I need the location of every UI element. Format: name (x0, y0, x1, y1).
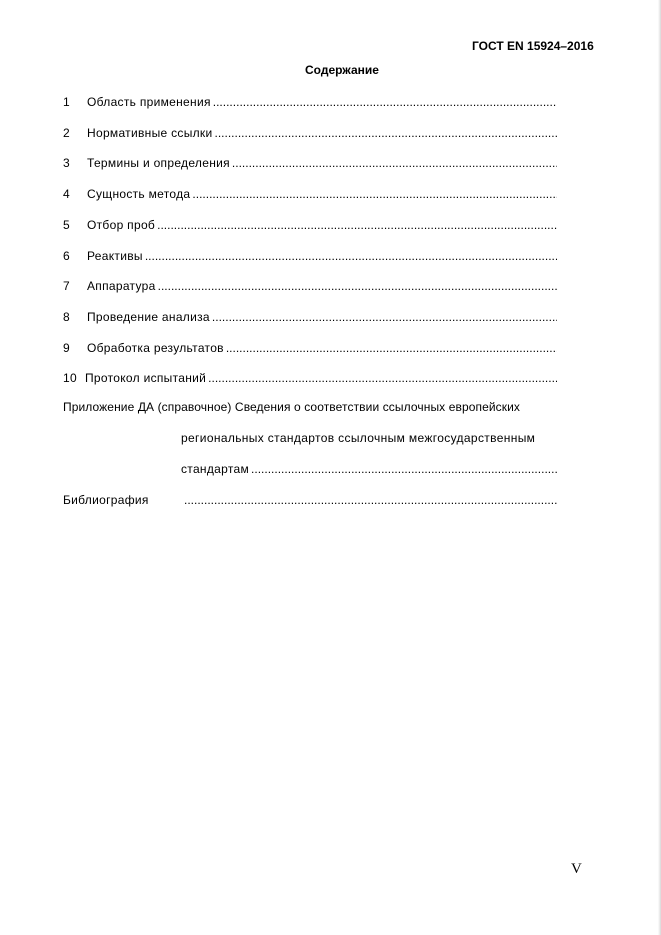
toc-item-reagents[interactable] (63, 247, 557, 263)
toc-annex-title-continued: региональных стандартов ссылочным межгосударственным (181, 431, 536, 445)
toc-item-scope[interactable] (63, 93, 557, 109)
toc-item-apparatus[interactable] (63, 277, 557, 293)
toc-title: Содержание (305, 63, 379, 77)
toc-item-terms[interactable] (63, 154, 557, 170)
toc-annex-title[interactable]: Приложение ДА (справочное) Сведения о соответствии ссылочных европейских (63, 400, 521, 414)
toc-item-number: 5 (63, 218, 70, 232)
toc-item-number: 1 (63, 95, 70, 109)
dot-leader (212, 310, 557, 324)
toc-item-number: 8 (63, 310, 70, 324)
dot-leader (184, 493, 557, 507)
toc-annex-last-line[interactable] (181, 460, 557, 476)
dot-leader (213, 95, 557, 109)
dot-leader (226, 341, 557, 355)
page-number: V (571, 861, 582, 877)
dot-leader (145, 249, 557, 263)
toc-item-procedure[interactable] (63, 308, 557, 324)
toc-item-label: Библиография (63, 493, 149, 507)
toc-item-label: Протокол испытаний (85, 371, 207, 385)
toc-item-results[interactable] (63, 339, 557, 355)
toc-item-label: Проведение анализа (87, 310, 210, 324)
dot-leader (251, 462, 557, 476)
toc-item-label: Аппаратура (87, 279, 156, 293)
dot-leader (157, 218, 557, 232)
toc-item-label: стандартам (181, 462, 250, 476)
toc-item-label: Отбор проб (87, 218, 156, 232)
toc-item-sampling[interactable] (63, 216, 557, 232)
toc-item-number: 2 (63, 126, 70, 140)
toc-item-number: 7 (63, 279, 70, 293)
toc-item-number: 10 (63, 371, 77, 385)
toc-item-number: 4 (63, 187, 70, 201)
dot-leader (208, 371, 557, 385)
toc-item-number: 3 (63, 156, 70, 170)
dot-leader (192, 187, 557, 201)
toc-item-principle[interactable] (63, 185, 557, 201)
toc-item-number: 9 (63, 341, 70, 355)
toc-item-number: 6 (63, 249, 70, 263)
toc-item-test-report[interactable] (63, 369, 557, 385)
toc-item-label: Термины и определения (87, 156, 230, 170)
dot-leader (158, 279, 557, 293)
toc-item-label: Сущность метода (87, 187, 191, 201)
dot-leader (232, 156, 557, 170)
toc-item-bibliography[interactable] (63, 491, 557, 507)
toc-item-label: Нормативные ссылки (87, 126, 213, 140)
toc-item-normative-references[interactable] (63, 124, 557, 140)
toc-item-label: Реактивы (87, 249, 143, 263)
toc-item-label: Область применения (87, 95, 211, 109)
standard-code: ГОСТ EN 15924–2016 (472, 39, 594, 53)
dot-leader (215, 126, 558, 140)
toc-item-label: Обработка результатов (87, 341, 224, 355)
